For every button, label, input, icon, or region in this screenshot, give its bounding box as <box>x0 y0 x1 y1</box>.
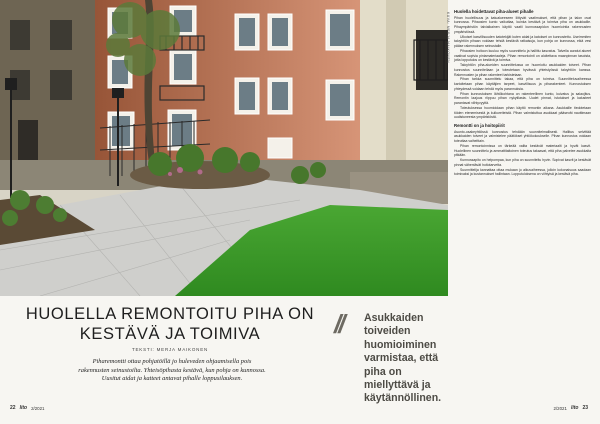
pull-quote-rest: toiveiden huomioiminen varmistaa, että piha on miellyttävä ja käytännöllinen. <box>364 325 442 405</box>
article-ingress: Piharemontti ottaa pohjatöillä jo huleveden ohjaamisella pois rakennusten seinustoilta. Yhteisöpihasta kestävä, kun pohja on kunnossa. Uusitut aidat ja katteet antavat pihalle loppusilauksen. <box>78 358 266 383</box>
pull-quote-first-word: Asukkaiden <box>364 312 424 324</box>
photo-credit <box>444 12 451 72</box>
article-byline: TEKSTI: MERJA MAIKONEN <box>131 347 209 352</box>
body-paragraph: Pihaosien hoitoon kuuluu myös suunnittelu ja hallittu kasvatus. Talvella auratut alueet vaativat sopivia pintamateriaaleja. Pihan remontointi on aloitettava maanpinnan tasoista, jotta lopputulos on kestävä ja toimiva. <box>454 48 591 63</box>
column-heading-2: Remontti on ja hoitopiirit <box>454 123 505 128</box>
pull-quote <box>334 309 442 406</box>
body-paragraph: Toteutuksessa huomioidaan pihan käyttö remontin aikana. Asukkaille tiedotetaan töiden etenemisestä ja kulkureiteistä. Pihan valmistuttua asukkaat pääsevät nauttimaan uudistuneesta ympäristöstä. <box>454 105 591 120</box>
quote-mark-icon: // <box>334 309 343 339</box>
body-paragraph: Pihan kunnostuksen lähtökohtana on rakenteellinen kunto, kuivatus ja salaojitus. Remontin laajuus riippuu pihan nykytilasta. Uudet pinnat, istutukset ja kalusteet parantavat viihtyvyyttä. <box>454 91 591 105</box>
body-paragraph: Kunnossapito on helpompaa, kun piha on suunniteltu hyvin. Sopivat kasvit ja kestävät pinnat vähentävät hoitotarvetta. <box>454 158 591 167</box>
photo-credit-text: KUVA: MERJA MAIKONEN <box>446 12 450 64</box>
magazine-name-right: lito <box>570 405 579 411</box>
issue-right: 2/2021 <box>553 405 567 411</box>
body-paragraph: Ulkoiset kasvillisuuden katotekijät kuten aidat ja katokset on kunnostettu. Useimmiten taloyhtiön pihaan voidaan tehdä kestäviä ratkaisuja, kun pohja on kunnossa, eikä vesi pääse rakennuksen seinustalle. <box>454 34 591 48</box>
footer-left <box>10 405 45 411</box>
issue-left: 2/2021 <box>31 405 45 411</box>
body-paragraph: Suunnittelija kannattaa ottaa mukaan jo alkuvaiheessa, jolloin kokonaisuus saadaan toimivaksi ja kustannukset hallintaan. Lopputuloksena on viihtyisä ja kestävä piha. <box>454 167 591 177</box>
body-paragraph: Pihan huolellisuus ja katualueeseen liittyvät vaatimukset, että pihan ja talon ovat kunnossa. Pihaosien kunto vaikuttaa, kuinka kestävä ja toimiva piha on asukkaille. Pihaympäristön talviaikainen käyttö vaatii kunnossapidon huomiointia rakennusten ympäristössä. <box>454 15 591 34</box>
article-headline: HUOLELLA REMONTOITU PIHA ON KESTÄVÄ JA TOIMIVA <box>25 305 315 343</box>
magazine-name-left: lito <box>19 405 28 411</box>
page-number-left: 22 <box>10 405 16 411</box>
column-heading-1: Huolella hoidettavat piha-alueet pihalle <box>454 9 534 14</box>
body-paragraph: Pihan tarkka suunnittelu takaa, että piha on toimiva. Suunnitteluvaiheessa kartoitetaan pihan käyttäjien tarpeet, kasvillisuus ja piharakenteet. Kunnostuksen yhteydessä voidaan tehdä myös parannuksia. <box>454 77 591 91</box>
body-paragraph: Taloyhtiön piha-alueiden suunnittelussa on huomioitu asukkaiden toiveet. Pihan kunnostus suunnitellaan ja toteutetaan hyvässä yhteistyössä taloyhtiön kanssa. Rakennusten ja pihan rakenteet tarkistetaan. <box>454 63 591 77</box>
page-number-right: 23 <box>582 405 588 411</box>
footer-right <box>554 405 589 411</box>
pull-quote-text <box>334 309 442 406</box>
body-paragraph: Pihan remontoinnissa on tärkeää valita kestävät materiaalit ja hyvät kasvit. Huolellinen suunnittelu ja ammattitaitoinen toteutus takaavat, että piha palvelee asukkaita pitkään. <box>454 143 591 158</box>
body-paragraph: Asunto-osakeyhtiössä kunnostus tehdään suunnitelmallisesti. Hallitus selvittää asukkaiden toiveet ja valmistelee päätökset yhtiökokoukselle. Pihan kunnostus voidaan toteuttaa vaiheittain. <box>454 129 591 143</box>
body-column <box>454 9 591 177</box>
